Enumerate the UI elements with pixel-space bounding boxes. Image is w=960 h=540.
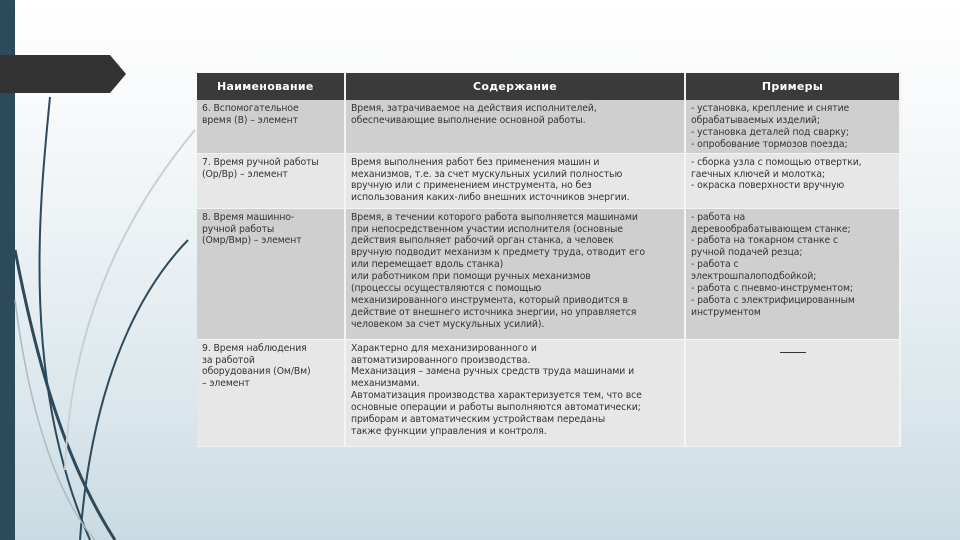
cell-examples [685, 339, 900, 446]
cell-name: 7. Время ручной работы (Ор/Вр) – элемент [197, 153, 345, 208]
cell-examples: - установка, крепление и снятие обрабатываемых изделий; - установка деталей под сварку; - опробование тормозов поезда; [685, 100, 900, 153]
empty-dash [780, 352, 806, 353]
table-row [197, 339, 900, 446]
cell-content: Время, в течении которого работа выполняется машинами при непосредственном участии исполнителя (основные действия выполняет рабочий орган станка, а человек вручную подводит механизм к предмету труда, отводит его или перемещает вдоль станка) или работником при помощи ручных механизмов (процессы осуществляются с помощью механизированного инструмента, который приводится в действие от внешнего источника энергии, но управляется человеком за счет мускульных усилий). [345, 208, 685, 339]
header-content: Содержание [345, 73, 685, 100]
cell-content: Характерно для механизированного и автоматизированного производства. Механизация – замена ручных средств труда машинами и механизмами. Автоматизация производства характеризуется тем, что все основные операции и работы выполняются автоматически; приборам и автоматическим устройствам переданы также функции управления и контроля. [345, 339, 685, 446]
cell-name: 9. Время наблюдения за работой оборудования (Ом/Вм) – элемент [197, 339, 345, 446]
header-examples: Примеры [685, 73, 900, 100]
header-name: Наименование [197, 73, 345, 100]
table-header [197, 73, 900, 100]
time-elements-table [197, 73, 901, 447]
cell-content: Время, затрачиваемое на действия исполнителей, обеспечивающие выполнение основной работы. [345, 100, 685, 153]
cell-name: 6. Вспомогательное время (В) – элемент [197, 100, 345, 153]
cell-examples: - работа на деревообрабатывающем станке; - работа на токарном станке с ручной подачей резца; - работа с электрошпалоподбойкой; - работа с пневмо-инструментом; - работа с электрифицированным инструментом [685, 208, 900, 339]
table-row [197, 208, 900, 339]
title-banner [0, 55, 110, 93]
cell-name: 8. Время машинно- ручной работы (Омр/Вмр) – элемент [197, 208, 345, 339]
table-row [197, 100, 900, 153]
table-row [197, 153, 900, 208]
cell-content: Время выполнения работ без применения машин и механизмов, т.е. за счет мускульных усилий полностью вручную или с применением инструмента, но без использования каких-либо внешних источников энергии. [345, 153, 685, 208]
cell-examples: - сборка узла с помощью отвертки, гаечных ключей и молотка; - окраска поверхности вручную [685, 153, 900, 208]
